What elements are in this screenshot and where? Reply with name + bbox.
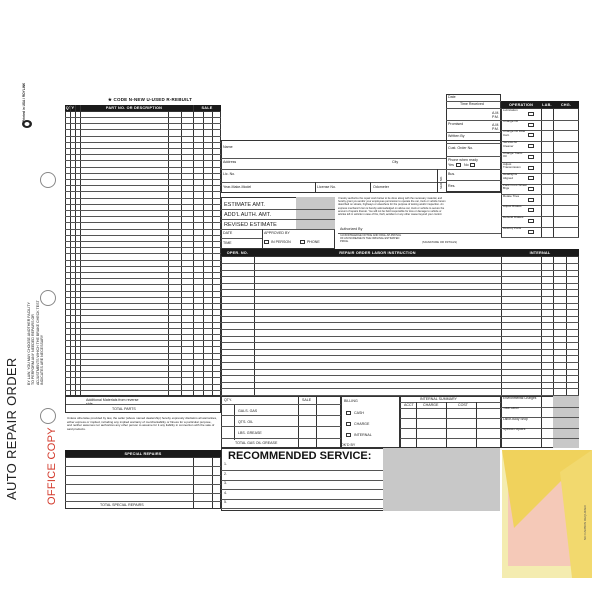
recommended-line[interactable]: [221, 480, 383, 481]
label-internal: INTERNAL: [354, 433, 372, 437]
table-row[interactable]: [221, 375, 579, 376]
table-row[interactable]: [221, 342, 579, 343]
label-qty: QTY.: [224, 398, 232, 402]
table-row[interactable]: [65, 136, 221, 137]
table-row[interactable]: [221, 289, 579, 290]
operation-label: Adjust Brakes: [503, 205, 522, 209]
table-row[interactable]: [221, 316, 579, 317]
label-est-date: DATE: [223, 231, 233, 235]
table-row[interactable]: [65, 117, 221, 118]
operation-label: Change Oil: [503, 119, 519, 123]
operation-checkbox[interactable]: [528, 208, 534, 212]
table-row[interactable]: [221, 336, 579, 337]
label-yes: Yes: [448, 163, 454, 167]
table-row[interactable]: [65, 266, 221, 267]
total-label: Total Labor: [503, 407, 519, 411]
operation-checkbox[interactable]: [528, 144, 534, 148]
recommended-line-number: 2.: [224, 471, 227, 476]
table-row[interactable]: [221, 349, 579, 350]
table-row[interactable]: [65, 315, 221, 316]
operation-label: Adjust Transmission: [503, 162, 521, 169]
operation-label: Lubrication: [503, 109, 518, 112]
table-row[interactable]: [65, 229, 221, 230]
table-row[interactable]: [65, 129, 221, 130]
table-row[interactable]: [221, 283, 579, 284]
table-row[interactable]: [65, 160, 221, 161]
table-row[interactable]: [65, 353, 221, 354]
label-phone: PHONE: [307, 240, 320, 244]
flap-text: NO CARBON REQUIRED: [583, 505, 587, 540]
table-row[interactable]: [221, 322, 579, 323]
table-row[interactable]: [65, 148, 221, 149]
table-row[interactable]: [65, 390, 221, 391]
copy-label: OFFICE COPY: [46, 427, 58, 505]
label-date: Date: [448, 95, 456, 99]
table-row[interactable]: [221, 303, 579, 304]
special-repairs-header: SPECIAL REPAIRS: [65, 450, 221, 457]
phone-yes-checkbox[interactable]: [456, 163, 461, 167]
table-row[interactable]: [65, 253, 221, 254]
recommended-service-title: RECOMMENDED SERVICE:: [228, 450, 372, 462]
parts-header-qty: QTY: [65, 106, 75, 110]
table-row[interactable]: [65, 247, 221, 248]
label-lic-no: Lic. No.: [223, 172, 236, 176]
recommended-line[interactable]: [221, 489, 383, 490]
label-total-gas: TOTAL GAS OIL GREASE: [235, 441, 278, 445]
label-approved-by: APPROVED BY: [264, 231, 290, 235]
list-item: [501, 438, 579, 439]
operation-checkbox[interactable]: [528, 155, 534, 159]
table-row[interactable]: [65, 241, 221, 242]
lab-header: LAB.: [542, 102, 552, 107]
operation-checkbox[interactable]: [528, 187, 534, 191]
labor-header-internal: INTERNAL: [501, 249, 579, 256]
warranty-disclaimer: Unless otherwise provided by law, the seller (above named dealership) hereby expressly disclaims all warranties, either express or implied, including any implied warranty of merchantability or fitness for a particular purpose, and neither assumes nor authorizes any other person to assume for it any liability in connection with the sale of said products.: [67, 417, 217, 431]
table-row[interactable]: [221, 362, 579, 363]
table-row[interactable]: [65, 260, 221, 261]
table-row[interactable]: [65, 346, 221, 347]
additional-materials-label: Additional Materials from reverse side: [86, 398, 139, 406]
labor-header-oper: OPER. NO.: [221, 249, 254, 256]
binder-hole-bottom: [40, 408, 56, 424]
parts-header-desc: PART NO. OR DESCRIPTION: [75, 105, 193, 111]
label-addl-auth: ADD'L AUTH. AMT.: [224, 212, 271, 218]
labor-header-instruction: REPAIR ORDER LABOR INSTRUCTION: [254, 249, 501, 256]
table-row[interactable]: [221, 276, 579, 277]
recommended-line[interactable]: [221, 499, 383, 500]
table-row[interactable]: [65, 173, 221, 174]
table-row[interactable]: [65, 334, 221, 335]
label-pm-1: P.M.: [492, 115, 499, 119]
label-estimate-amt: ESTIMATE AMT.: [224, 202, 265, 208]
in-person-checkbox[interactable]: [264, 240, 269, 244]
recommended-line-number: 1.: [224, 462, 227, 466]
operation-checkbox[interactable]: [528, 166, 534, 170]
recommended-line-number: 3.: [224, 481, 227, 485]
table-row[interactable]: [221, 296, 579, 297]
label-phone-ready: Phone when ready: [448, 158, 478, 162]
label-revised-estimate: REVISED ESTIMATE: [224, 222, 277, 228]
label-cash: CASH: [354, 411, 364, 415]
table-row[interactable]: [65, 142, 221, 143]
recommended-line-number: 5.: [224, 500, 227, 504]
table-row[interactable]: [221, 309, 579, 310]
table-row[interactable]: [65, 340, 221, 341]
total-label: Environmental Charges: [503, 397, 537, 400]
label-qts-oil: QTS. OIL: [238, 420, 254, 424]
list-item: [501, 237, 579, 238]
label-odometer: Odometer: [373, 185, 389, 189]
operation-label: Pack Front Wheel Brgs: [503, 183, 527, 191]
table-row[interactable]: [65, 204, 221, 205]
label-sale: SALE: [302, 398, 312, 402]
operation-checkbox[interactable]: [528, 198, 534, 202]
label-am-1: A.M.: [492, 111, 500, 115]
authorization-text: I hereby authorize the repair work below to be done along with the necessary material, and hereby grant you and/or your employees permission to operate the car, truck or vehicle herein described on streets, highways or elsewhere for the purpose of testing and/or inspection. An express mechanic's lien is hereby acknowledged on above car, truck or vehicle to secure the amount of repairs thereto. You will not be held responsible for loss or damage to vehicle or articles left in vehicle in case of fire, theft, accident or any other cause beyond your control.: [338, 197, 446, 217]
table-row[interactable]: [65, 210, 221, 211]
label-address: Address: [223, 160, 237, 164]
operation-checkbox[interactable]: [528, 176, 534, 180]
label-lbs-grease: LBS. GREASE: [238, 431, 262, 435]
operation-checkbox[interactable]: [528, 219, 534, 223]
operation-checkbox[interactable]: [528, 112, 534, 116]
label-promised: Promised: [448, 122, 464, 126]
label-written-by: Written By: [448, 134, 465, 138]
table-row[interactable]: [221, 388, 579, 389]
label-year-make-model: Year-Make-Model: [223, 185, 252, 189]
label-signature: (SIGNATURE OR INITIALS): [422, 240, 458, 244]
parts-code-legend: ★ CODE N-NEW U-USED R-REBUILT: [80, 96, 220, 104]
form-title: AUTO REPAIR ORDER: [4, 357, 19, 500]
table-row[interactable]: [65, 185, 221, 186]
label-bus: Bus.: [448, 172, 456, 176]
table-row[interactable]: [65, 216, 221, 217]
label-cust-order-no: Cust. Order No.: [448, 146, 474, 150]
table-row[interactable]: [65, 179, 221, 180]
label-authorized-by: Authorized By: [340, 227, 363, 231]
total-parts-label: TOTAL PARTS: [112, 407, 136, 411]
total-special-repairs-label: TOTAL SPECIAL REPAIRS: [100, 503, 144, 507]
table-row[interactable]: [65, 371, 221, 372]
table-row[interactable]: [221, 382, 579, 383]
label-internal-summary: INTERNAL SUMMARY: [420, 397, 457, 401]
charge-checkbox[interactable]: [346, 422, 351, 426]
table-row[interactable]: [65, 235, 221, 236]
table-row[interactable]: [65, 303, 221, 304]
table-row[interactable]: [65, 377, 221, 378]
operation-header: OPERATION: [501, 101, 541, 108]
label-acct: ACCT: [404, 403, 414, 407]
label-am-2: A.M.: [492, 123, 500, 127]
table-row[interactable]: [65, 222, 221, 223]
recommended-line[interactable]: [221, 470, 383, 471]
label-city: City: [392, 160, 399, 164]
recommended-line[interactable]: [221, 508, 383, 509]
table-row[interactable]: [65, 309, 221, 310]
table-row[interactable]: [65, 167, 221, 168]
label-billing: BILLING: [344, 399, 358, 403]
brake-test-notice: BY LAW, YOU MAY CHOOSE ANOTHER FACILITY TO PERFORM ANY NEEDED REPAIRS OR ADJUSTMENTS WHICH THE BRAKE CHECK TEST INDICATES ARE NECESSARY: [27, 300, 45, 385]
phone-no-checkbox[interactable]: [470, 163, 475, 167]
label-okd-by: OK'D BY: [341, 443, 356, 447]
label-ser-no: SER. NO.: [439, 175, 443, 189]
operation-label: Service Air Cleaner: [503, 141, 518, 148]
table-row[interactable]: [65, 284, 221, 285]
cash-checkbox[interactable]: [346, 411, 351, 415]
operation-checkbox[interactable]: [528, 133, 534, 137]
operation-label: Headlights Aligned: [503, 173, 518, 180]
label-in-person: IN PERSON: [271, 240, 291, 244]
table-row[interactable]: [221, 270, 579, 271]
acknowledge-text: I ACKNOWLEDGE NOTICE AND ORAL AP-PROVAL OF AN INCREASE IN THE ORIGINAL ESTIMATED PRICE.: [340, 234, 402, 244]
label-est-time: TIME: [223, 241, 232, 245]
table-row[interactable]: [65, 384, 221, 385]
table-row[interactable]: [65, 191, 221, 192]
label-pm-2: P.M.: [492, 127, 499, 131]
table-row[interactable]: [65, 297, 221, 298]
table-row[interactable]: [221, 263, 579, 264]
label-gals-gas: GALS. GAS: [238, 409, 258, 413]
table-row[interactable]: [65, 291, 221, 292]
table-row[interactable]: [65, 123, 221, 124]
binder-hole-top: [40, 172, 56, 188]
total-label: Labor-Body Shop: [503, 417, 528, 421]
operation-checkbox[interactable]: [528, 123, 534, 127]
label-no: No: [464, 163, 469, 167]
operation-label: Change Trans. Oil: [503, 151, 523, 159]
parts-header-sale: SALE: [193, 105, 221, 111]
logo-text: Printed in USA / ROYLINK: [22, 82, 26, 122]
label-charge: CHARGE: [354, 422, 370, 426]
label-charge-col: CHARGE: [423, 403, 439, 407]
label-cost: COST: [458, 403, 468, 407]
table-row[interactable]: [65, 278, 221, 279]
table-row[interactable]: [65, 322, 221, 323]
operation-label: Rotate Tires: [503, 194, 520, 198]
internal-checkbox[interactable]: [346, 433, 351, 437]
label-name: Name: [223, 145, 233, 149]
operation-label: Change Oil Filter Cart.: [503, 130, 526, 137]
label-time-received: Time Received: [460, 102, 484, 106]
table-row[interactable]: [65, 328, 221, 329]
table-row[interactable]: [221, 329, 579, 330]
table-row[interactable]: [65, 272, 221, 273]
table-row[interactable]: [65, 359, 221, 360]
table-row[interactable]: [65, 198, 221, 199]
recommended-line-number: 4.: [224, 490, 227, 495]
label-license-no: License No.: [317, 185, 336, 189]
phone-checkbox[interactable]: [300, 240, 305, 244]
chg-header: CHG.: [553, 101, 579, 108]
operation-label: Rebuild Brakes: [503, 216, 524, 219]
table-row[interactable]: [65, 365, 221, 366]
table-row[interactable]: [221, 369, 579, 370]
operation-checkbox[interactable]: [528, 230, 534, 234]
table-row[interactable]: [65, 154, 221, 155]
operation-label: Destroy Parts: [503, 226, 522, 230]
label-res: Res.: [448, 184, 456, 188]
total-label: Special Repairs: [503, 428, 526, 432]
table-row[interactable]: [221, 355, 579, 356]
